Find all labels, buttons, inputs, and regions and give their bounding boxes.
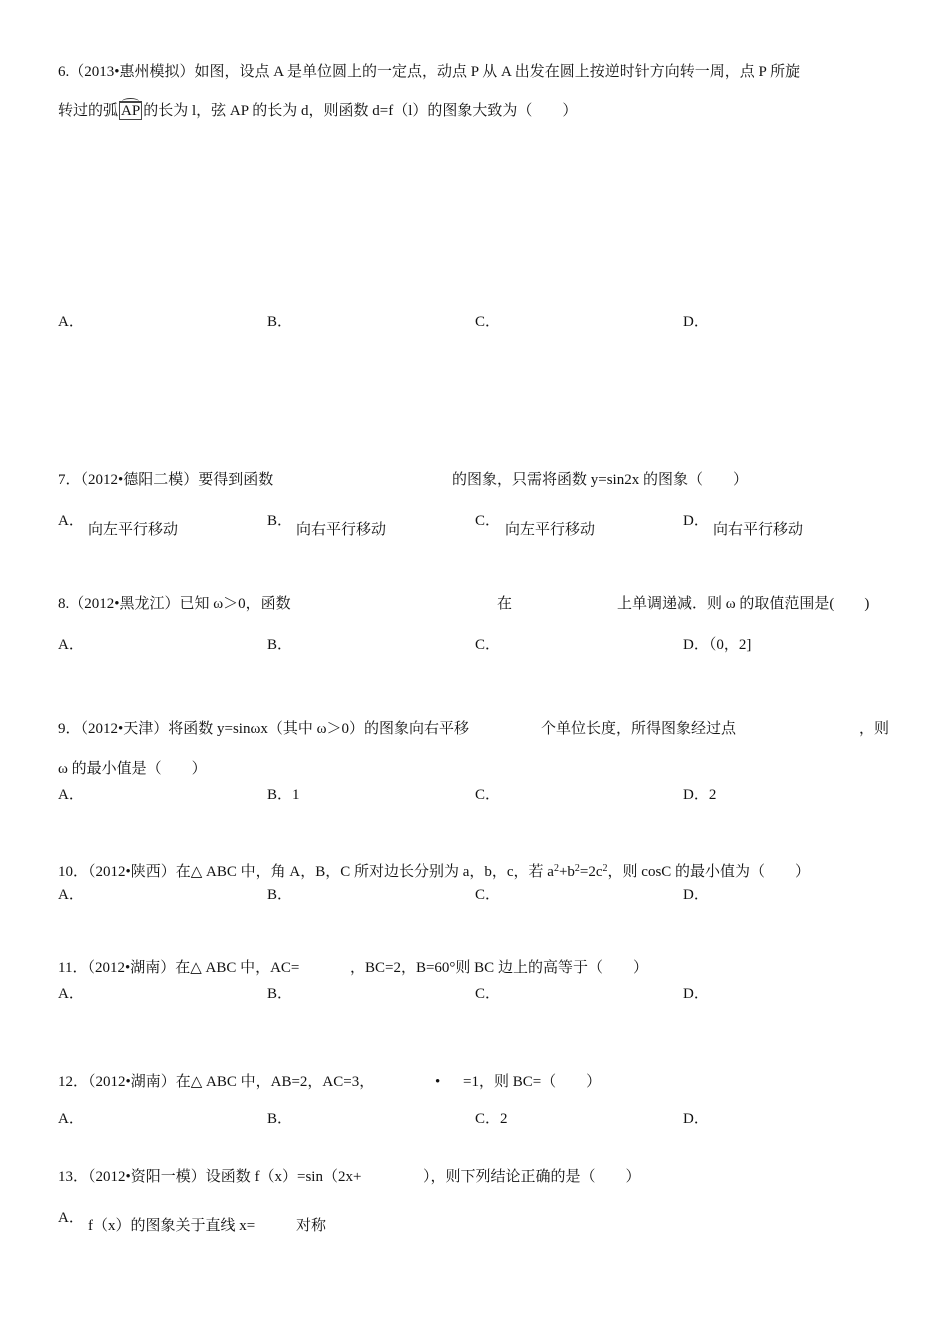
q10-stem-left: 10．（2012•陕西）在△ ABC 中，角 A，B，C 所对边长分别为 a，b，c，若 a bbox=[58, 864, 554, 880]
q9-stem-line1-right: ，则 bbox=[859, 721, 890, 737]
q12-stem-dot: • bbox=[435, 1074, 441, 1090]
q12-option-d: D． bbox=[683, 1111, 709, 1127]
q12-stem-right: =1，则 BC=（ ） bbox=[463, 1074, 602, 1090]
q13-stem-left: 13．（2012•资阳一模）设函数 f（x）=sin（2x+ bbox=[58, 1169, 362, 1185]
q11-option-d: D． bbox=[683, 986, 709, 1002]
q9-stem-line2: ω 的最小值是（ ） bbox=[58, 761, 207, 777]
q6-arc-label: AP bbox=[121, 103, 141, 119]
q13-option-a-text-right: 对称 bbox=[296, 1218, 327, 1234]
q12-option-c: C．2 bbox=[475, 1111, 508, 1127]
q10-option-b: B． bbox=[267, 887, 293, 903]
q13-option-a-label: A． bbox=[58, 1210, 84, 1226]
q10-sup-2: 2 bbox=[574, 863, 580, 874]
q6-arc-ap bbox=[119, 101, 142, 120]
q6-option-c: C． bbox=[475, 314, 501, 330]
q7-option-c-text: 向左平行移动 bbox=[505, 522, 596, 538]
q6-option-d: D． bbox=[683, 314, 709, 330]
q12-option-b: B． bbox=[267, 1111, 293, 1127]
q6-stem-line2-pre: 转过的弧 bbox=[58, 103, 119, 119]
q8-stem-mid: 在 bbox=[497, 596, 513, 612]
q10-stem-right: ，则 cosC 的最小值为（ ） bbox=[607, 864, 811, 880]
q6-stem-line1: 6.（2013•惠州模拟）如图，设点 A 是单位圆上的一定点，动点 P 从 A 出发在圆上按逆时针方向转一周，点 P 所旋 bbox=[58, 64, 801, 80]
q11-option-a: A． bbox=[58, 986, 84, 1002]
q9-option-b: B．1 bbox=[267, 787, 300, 803]
q10-sup-3: 2 bbox=[602, 863, 608, 874]
q11-option-b: B． bbox=[267, 986, 293, 1002]
q11-option-c: C． bbox=[475, 986, 501, 1002]
q8-option-d: D．（0，2] bbox=[683, 637, 752, 653]
q7-option-b-label: B． bbox=[267, 513, 293, 529]
q13-option-a-text-left: f（x）的图象关于直线 x= bbox=[88, 1218, 256, 1234]
q10-option-c: C． bbox=[475, 887, 501, 903]
arc-symbol-icon bbox=[122, 98, 139, 105]
q7-stem-right: 的图象，只需将函数 y=sin2x 的图象（ ） bbox=[452, 472, 748, 488]
q8-option-b: B． bbox=[267, 637, 293, 653]
q7-option-c-label: C． bbox=[475, 513, 501, 529]
q10-option-a: A． bbox=[58, 887, 84, 903]
q8-option-c: C． bbox=[475, 637, 501, 653]
q6-option-a: A． bbox=[58, 314, 84, 330]
q10-stem-mid1: +b bbox=[558, 864, 575, 880]
q8-option-a: A． bbox=[58, 637, 84, 653]
q8-stem-right: 上单调递减．则 ω 的取值范围是( ) bbox=[617, 596, 870, 612]
q12-option-a: A． bbox=[58, 1111, 84, 1127]
q10-option-d: D． bbox=[683, 887, 709, 903]
q9-stem-line1-left: 9．（2012•天津）将函数 y=sinωx（其中 ω＞0）的图象向右平移 bbox=[58, 721, 469, 737]
q10-sup-1: 2 bbox=[553, 863, 559, 874]
q6-option-b: B． bbox=[267, 314, 293, 330]
q6-stem-line2 bbox=[58, 101, 577, 121]
q7-option-a-text: 向左平行移动 bbox=[88, 522, 179, 538]
q11-stem-right: ，BC=2，B=60°则 BC 边上的高等于（ ） bbox=[350, 960, 648, 976]
q7-option-a-label: A． bbox=[58, 513, 84, 529]
q10-stem bbox=[58, 859, 810, 882]
q7-stem-left: 7．（2012•德阳二模）要得到函数 bbox=[58, 472, 274, 488]
q10-stem-mid2: =2c bbox=[579, 864, 603, 880]
q13-stem-right: ），则下列结论正确的是（ ） bbox=[423, 1169, 641, 1185]
q12-stem-left: 12．（2012•湖南）在△ ABC 中，AB=2，AC=3， bbox=[58, 1074, 375, 1090]
q6-stem-line2-post: 的长为 l，弦 AP 的长为 d，则函数 d=f（l）的图象大致为（ ） bbox=[143, 103, 578, 119]
q7-option-d-label: D． bbox=[683, 513, 709, 529]
q8-stem-left: 8.（2012•黑龙江）已知 ω＞0，函数 bbox=[58, 596, 291, 612]
q7-option-d-text: 向右平行移动 bbox=[713, 522, 804, 538]
q9-option-d: D．2 bbox=[683, 787, 717, 803]
q9-option-a: A． bbox=[58, 787, 84, 803]
q11-stem-left: 11．（2012•湖南）在△ ABC 中，AC= bbox=[58, 960, 300, 976]
q7-option-b-text: 向右平行移动 bbox=[296, 522, 387, 538]
q9-option-c: C． bbox=[475, 787, 501, 803]
q9-stem-line1-mid: 个单位长度，所得图象经过点 bbox=[541, 721, 737, 737]
